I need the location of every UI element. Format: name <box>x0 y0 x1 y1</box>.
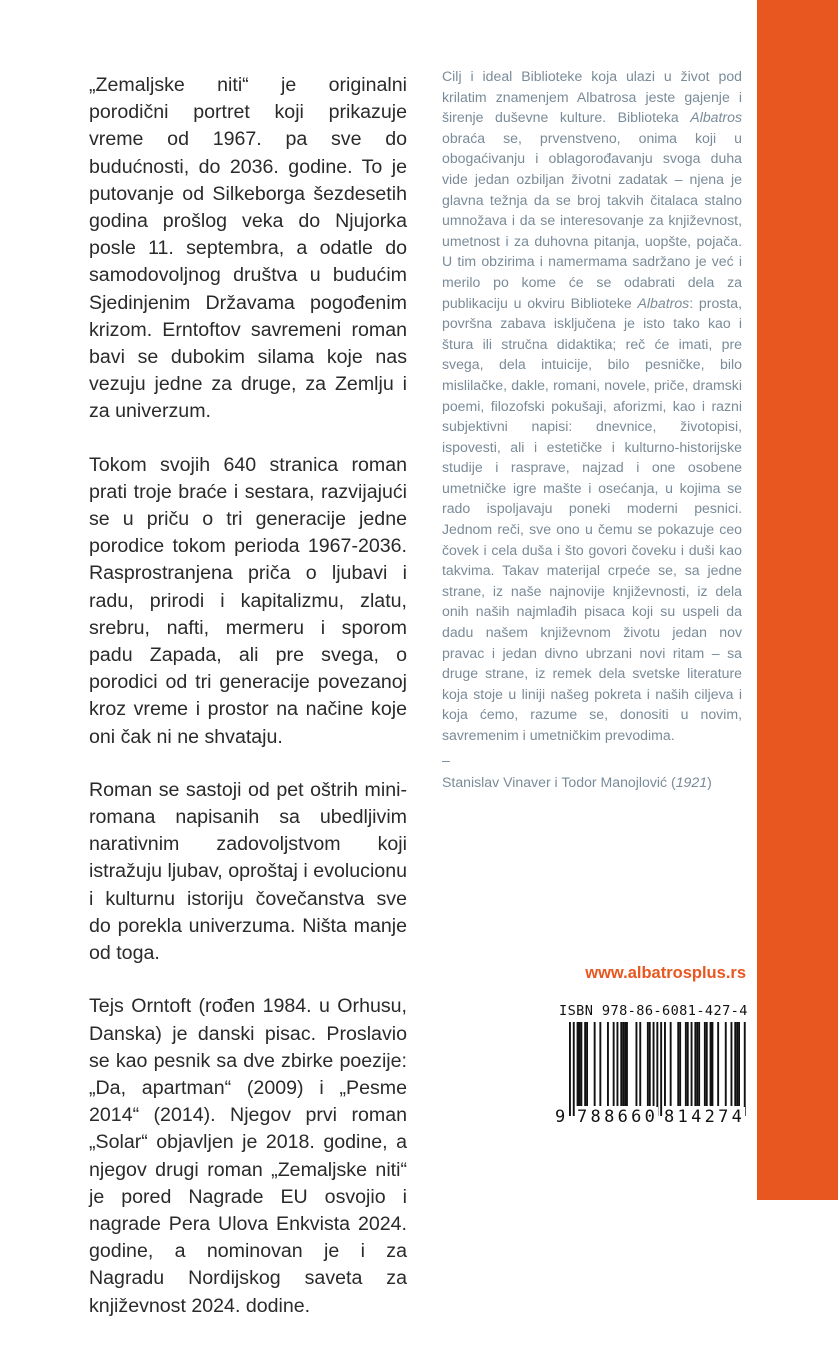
barcode-bar <box>639 1022 641 1106</box>
barcode-bar <box>696 1022 698 1106</box>
barcode-bar <box>744 1022 746 1116</box>
barcode-bar <box>712 1022 714 1106</box>
manifesto-signature: Stanislav Vinaver i Todor Manojlović (1921) <box>442 774 712 791</box>
barcode-bar <box>687 1022 689 1106</box>
isbn-barcode <box>555 1003 747 1129</box>
barcode-bar <box>577 1022 579 1106</box>
barcode-bar <box>725 1022 727 1106</box>
barcode-bar <box>620 1022 622 1106</box>
manifesto-text-part-2: obraća se, prvenstveno, onima koji u obogaćivanju i oblagorođavanju svoga duha vide jedan ozbiljan životni zadatak – njena je glavna težnja da se broj takvih čitalaca stalno umnožava i da se interesovanje za književnost, umetnost i za duhovna pitanja, uopšte, pojača. U tim obzirima i namermama sadržano je već i merilo po kome će se odabrati dela za publikaciju u okviru Biblioteke <box>442 129 742 311</box>
barcode-bar <box>586 1022 588 1106</box>
manifesto-italic-albatros-1: Albatros <box>690 109 742 126</box>
manifesto-italic-albatros-2: Albatros <box>637 294 690 311</box>
barcode-bar <box>573 1022 575 1116</box>
barcode-bar <box>704 1022 706 1106</box>
barcode-digits <box>555 1107 747 1129</box>
barcode-bar <box>677 1022 679 1106</box>
barcode-bar <box>649 1022 651 1106</box>
barcode-bar <box>738 1022 740 1106</box>
barcode-bar <box>736 1022 738 1106</box>
barcode-lead-digit: 9 <box>555 1107 566 1127</box>
barcode-bar <box>734 1022 736 1106</box>
barcode-bar <box>679 1022 681 1106</box>
description-paragraph-2: Tokom svojih 640 stranica roman prati troje braće i sestara, razvijajući se u priču o tri generacije jedne porodice tokom perioda 1967-2036. Rasprostranjena priča o ljubavi i radu, prirodi i kapitalizmu, zlatu, srebru, nafti, mermeru i sporom padu Zapada, ali pre svega, o porodici od tri generacije povezanoj kroz vreme i prostor na načine koje oni čak ni ne shvataju. <box>89 453 407 748</box>
barcode-bar <box>617 1022 619 1106</box>
barcode-bar <box>626 1022 628 1106</box>
barcode-bar <box>731 1022 733 1106</box>
barcode-bar <box>622 1022 624 1106</box>
barcode-bars <box>555 1022 747 1116</box>
author-bio-paragraph: Tejs Orntoft (rođen 1984. u Orhusu, Danska) je danski pisac. Proslavio se kao pesnik sa dve zbirke poezije: „Da, apartman“ (2009) i „Pesme 2014“ (2014). Njegov prvi roman „Solar“ objavljen je 2018. godine, a njegov drugi roman „Zemaljske niti“ je pored Nagrade EU osvojio i nagrade Pera Ulova Enkvista 2024. godine, a nominovan je i za Nagradu Nordijskog saveta za književnost 2024. dodine. <box>89 995 407 1317</box>
barcode-left-group: 788660 <box>577 1107 659 1127</box>
publisher-website-link[interactable]: www.albatrosplus.rs <box>585 964 746 982</box>
barcode-bar <box>670 1022 672 1106</box>
barcode-bar <box>580 1022 582 1106</box>
description-paragraph-1: „Zemaljske niti“ je originalni porodični portret koji prikazuje vreme od 1967. pa sve do budućnosti, do 2036. godine. To je putovanje od Silkeborga šezdesetih godina prošlog veka do Njujorka posle 11. septembra, a odatle do samodovoljnog društva u budućim Sjedinjenim Državama pogođenim krizom. Erntoftov savremeni roman bavi se dubokim silama koje nas vezuju jedne za druge, za Zemlju i za univerzum. <box>89 74 407 423</box>
book-description <box>89 72 407 1346</box>
barcode-bar <box>656 1022 658 1116</box>
orange-spine-strip <box>757 0 838 1200</box>
barcode-bar <box>664 1022 666 1106</box>
barcode-bar <box>599 1022 601 1106</box>
barcode-bar <box>584 1022 586 1106</box>
barcode-bar <box>698 1022 700 1106</box>
barcode-bar <box>607 1022 609 1106</box>
barcode-bar <box>569 1022 571 1116</box>
manifesto-text <box>442 66 742 746</box>
barcode-bar <box>594 1022 596 1106</box>
barcode-bar <box>691 1022 693 1106</box>
barcode-bar <box>710 1022 712 1106</box>
barcode-bar <box>613 1022 615 1106</box>
barcode-bar <box>685 1022 687 1106</box>
barcode-bar <box>653 1022 655 1106</box>
barcode-right-group: 814274 <box>664 1107 746 1127</box>
isbn-label: ISBN 978-86-6081-427-4 <box>559 1003 748 1019</box>
signature-year: 1921 <box>675 774 708 791</box>
barcode-bar <box>647 1022 649 1106</box>
signature-dash: – <box>442 751 450 768</box>
barcode-bar <box>636 1022 638 1106</box>
manifesto-text-part-1: Cilj i ideal Biblioteke koja ulazi u život pod krilatim znamenjem Albatrosa jeste gajenje i širenje duševne kulture. Biblioteka <box>442 68 742 126</box>
barcode-bar <box>579 1022 581 1106</box>
description-paragraph-3: Roman se sastoji od pet oštrih mini-romana napisanih sa ubedljivim narativnim zadovoljstvom koji istražuju ljubav, oproštaj i evolucionu i kulturnu istoriju čovečanstva sve do porekla univerzuma. Ništa manje od toga. <box>89 778 407 965</box>
signature-names: Stanislav Vinaver i Todor Manojlović <box>442 774 668 791</box>
barcode-bar <box>660 1022 662 1116</box>
barcode-bar <box>694 1022 696 1106</box>
manifesto-text-part-3: : prosta, površna zabava isključena je isto tako kao i štura ili stručna didaktika; reč će imati, pre svega, dela intuicije, bilo pesničke, bilo mislilačke, dakle, romani, novele, priče, dramski poemi, filozofski pokušaji, aforizmi, kao i razni subjektivni napisi: dnevnice, životopisi, ispovesti, ali i estetičke i kulturno-historijske studije i rasprave, najzad i one osobene umetničke igre mašte i osećanja, u kojima se rado ispoljavaju poneki moderni pesnici. Jednom reči, sve ono u čemu se pokazuje ceo čovek i cela duša i što govori čoveku i duši kao takvima. Takav materijal crpeće se, sa jedne strane, iz naše najnovije književnosti, iz dela onih naših najmlađih pisaca koji su uspeli da dadu našem književnom životu jedan nov pravac i jedan divno ubrzani novi ritam – sa druge strane, iz remek dela svetske literature koja stoje u liniji našeg pokreta i naših ciljeva i koja ćemo, razume se, donositi u novim, savremenim i umetničkim prevodima. <box>442 294 743 743</box>
barcode-bar <box>624 1022 626 1106</box>
library-manifesto <box>442 66 742 793</box>
barcode-bar <box>706 1022 708 1106</box>
barcode-bar <box>717 1022 719 1106</box>
